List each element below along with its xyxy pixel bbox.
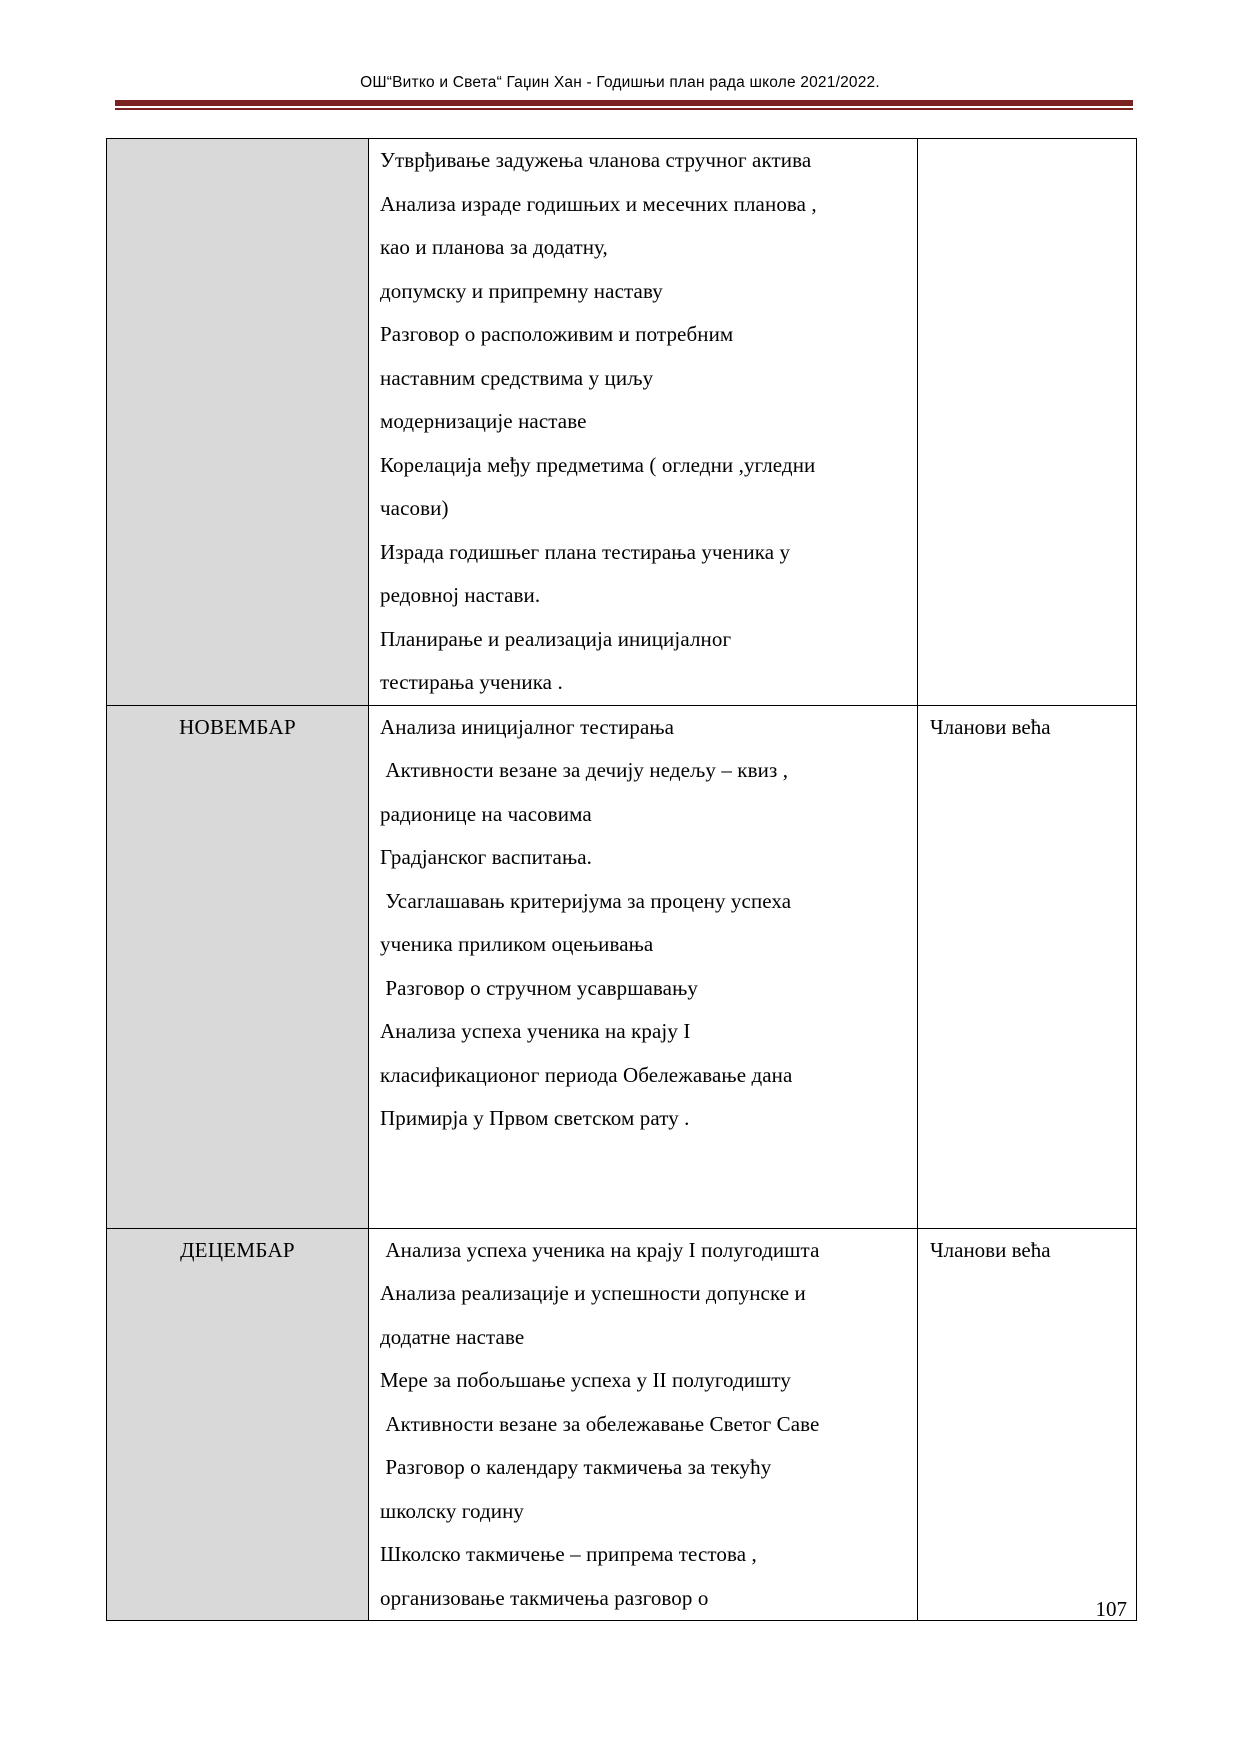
activity-line: организовање такмичења разговор о [380,1585,709,1610]
activity-line: Градјанског васпитања. [380,845,593,869]
activity-line: Активности везане за обележавање Светог Саве [380,1411,820,1436]
activity-line: као и планова за додатну, [380,235,608,259]
activity-line: Мере за побољшање успеха у II полугодишту [380,1368,791,1392]
activity-line: тестирања ученика . [380,670,563,694]
table-row [107,1228,1137,1621]
activity-line: модернизације наставе [380,409,587,433]
responsible-label: Чланови већа [930,1237,1051,1262]
page-header-title: ОШ“Витко и Света“ Гаџин Хан - Годишњи план рада школе 2021/2022. [360,74,880,91]
activity-line: Анализа иницијалног тестирања [380,714,675,739]
page-number: 107 [1095,1597,1127,1621]
work-plan-table [106,138,1137,1621]
activity-line: Разговор о расположивим и потребним [380,322,734,346]
activity-line: Разговор о стручном усавршавању [380,975,698,1000]
activity-line: часови) [380,496,449,520]
responsible-cell [918,705,1137,1228]
responsible-cell [918,139,1137,706]
activity-line: Планирање и реализација иницијалног [380,626,732,651]
activity-line: ученика приликом оцењивања [380,932,654,956]
activity-line: Школско такмичење – припрема тестова , [380,1542,757,1566]
activity-line: Анализа реализације и успешности допунске и [380,1281,806,1305]
activity-line: школску годину [380,1498,525,1523]
activity-line: Корелација међу предметима ( огледни ,угледни [380,452,816,477]
table-row [107,139,1137,706]
month-label: НОВЕМБАР [179,714,296,739]
activity-line: Израда годишњег плана тестирања ученика у [380,539,791,564]
month-cell [107,139,369,706]
month-cell [107,705,369,1228]
activity-line: допумску и припремну наставу [380,278,663,303]
activities-cell [369,1228,918,1621]
responsible-label: Чланови већа [930,714,1051,739]
activity-line: наставним средствима у циљу [380,365,654,390]
header-rule-secondary [115,108,1133,110]
activity-line: Анализа успеха ученика на крају I полугодишта [380,1237,820,1262]
activities-cell [369,705,918,1228]
activity-line: додатне наставе [380,1324,525,1349]
activity-line: Активности везане за дечију недељу – квиз , [380,758,789,782]
responsible-cell [918,1228,1137,1621]
activity-line: Разговор о календару такмичења за текућу [380,1455,772,1479]
activity-line: редовној настави. [380,583,541,607]
table-row [107,705,1137,1228]
activity-line: Анализа успеха ученика на крају I [380,1019,691,1043]
activity-line: радионице на часовима [380,801,592,826]
activity-line: класификационог периода Обележавање дана [380,1062,793,1087]
header-rule [115,100,1133,106]
month-label: ДЕЦЕМБАР [180,1237,295,1262]
activities-cell [369,139,918,706]
activity-line: Усаглашавањ критеријума за процену успеха [380,888,792,913]
activity-line: Примирја у Првом светском рату . [380,1106,690,1130]
activity-line: Анализа израде годишњих и месечних планова , [380,191,817,216]
activity-line: Утврђивање задужења чланова стручног актива [380,148,812,172]
month-cell [107,1228,369,1621]
